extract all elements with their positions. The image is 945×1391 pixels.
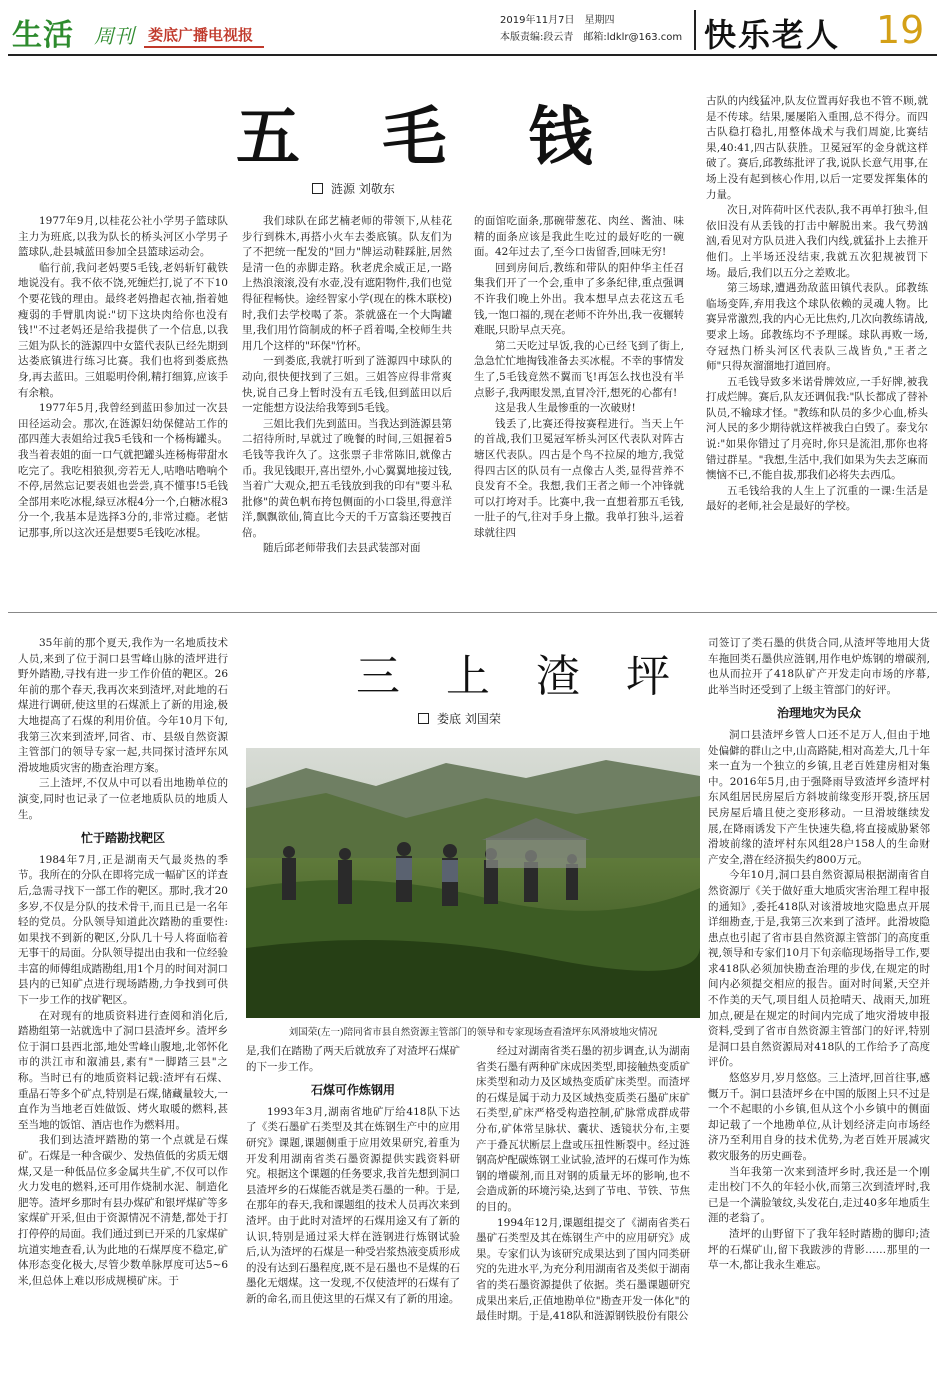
paragraph: 五毛钱给我的人生上了沉重的一课:生活是最好的老师,社会是最好的学校。 [706,484,928,513]
page-number: 19 [876,8,925,52]
article2-column-1 [18,636,228,1384]
editor-contact: 本版责编:段云青 邮箱:ldklr@163.com [500,32,683,43]
paper-name: 娄底广播电视报 [148,26,254,44]
paragraph: 我们球队在邱艺楠老师的带领下,从桂花步行到株木,再搭小火车去娄底镇。队友们为了不把统一配发的"回力"牌运动鞋踩脏,居然是清一色的赤脚走路。秋老虎余威正足,一路上热浪滚滚,没有水壶,没有遮阳物件,我们也觉得征程畅快。途经智家小学(现在的株木联校)时,我们去学校喝了茶。茶就盛在一个大陶罐里,我们用竹筒制成的杯子舀着喝,全校师生共用几个这样的"环保"竹杯。 [242,215,452,352]
paragraph: 渣坪的山野留下了我年轻时踏勘的脚印;渣坪的石煤矿山,留下我跋涉的背影……那里的一草一木,都让我永生难忘。 [708,1227,930,1272]
paragraph: 次日,对阵荷叶区代表队,我不再单打独斗,但依旧没有从丢钱的打击中解脱出来。我气势汹汹,看见对方队员进入我们内线,就猛扑上去推开他们。上半场还没结束,我就五次犯规被罚下场。最后,我们以五分之差败北。 [706,204,928,279]
article1-column-4 [706,94,928,606]
brand-subtitle: 周刊 [94,24,134,48]
paragraph: 35年前的那个夏天,我作为一名地质技术人员,来到了位于洞口县雪峰山脉的渣坪进行野外踏勘,寻找有进一步工作价值的靶区。26年前的那个春天,我再次来到渣坪,对此地的石煤进行调研,使这里的石煤派上了新的用途,极大地提高了石煤的利用价值。今年10月下旬,我第三次来到渣坪,同省、市、县级自然资源主管部门的领导专家一起,共同探讨渣坪东风滑坡地质灾害的勘查治理方案。 [18,637,228,774]
byline-box-icon [418,713,429,724]
article2-column-2 [246,1044,460,1384]
paragraph: 经过对湖南省类石墨的初步调查,认为湖南省类石墨有两种矿床成因类型,即接触热变质矿床类型和动力及区域热变质矿床类型。而渣坪的石煤是属于动力及区域热变质类石墨矿床矿石类型,矿床严格受构造控制,矿脉常成群成带分布,矿体常呈脉状、囊状、透镜状分布,主要产于叠瓦状断层上盘或压扭性断裂中。经过涟钢高炉配碳炼钢工业试验,渣坪的石煤可作为炼钢的增碳剂,而且对钢的质量无坏的影响,也不会造成新的环境污染,达到了节电、节铁、节焦的目的。 [476,1045,690,1213]
field-photo-illustration [246,748,700,1018]
field-photo [246,748,700,1018]
paragraph: 钱丢了,比赛还得按赛程进行。当天上午的首战,我们卫冕冠军桥头河区代表队对阵古塘区代表队。四古是个鸟不拉屎的地方,我觉得四古区的队员有一点像古人类,显得营养不良发育不全。我想,我们王者之师一个冲锋就可以打垮对手。比赛中,我一直想着那五毛钱,一肚子的气,往对手身上撒。我单打独斗,运着球就往四 [474,417,684,539]
paragraph: 的面馆吃面条,那碗带葱花、肉丝、酱油、味精的面条应该是我此生吃过的最好吃的一碗面。42年过去了,至今口齿留香,回味无穷! [474,215,684,259]
paragraph: 1984年7月,正是湖南天气最炎热的季节。我所在的分队在即将完成一幅矿区的详查后,急需寻找下一部工作的靶区。那时,我才20多岁,不仅是分队的技术骨干,而且已是一名年轻的党员。分队领导知道此次踏勘的重要性:如果找不到新的靶区,分队几十号人将面临着无事干的局面。分队领导提出由我和一位经验丰富的师傅组成踏勘组,用1个月的时间对洞口县内的已知矿点进行现场踏勘,力争找到可供下一步工作的找矿靶区。 [18,853,228,1007]
paragraph: 1993年3月,湖南省地矿厅给418队下达了《类石墨矿石类型及其在炼钢生产中的应用研究》课题,课题侧重于应用效果研究,着重为开发利用湖南省类石墨资源提供实践资料研究。根据这个课题的任务要求,我首先想到洞口县渣坪乡的石煤能否就是类石墨的一种。于是,在那年的春天,我和课题组的技术人员再次来到渣坪。由于此时对渣坪的石煤用途又有了新的认识,特别是通过采大样在涟钢进行炼钢试验后,认为渣坪的石煤是一种受岩浆热液变质形成的没有达到石墨程度,既不是石墨也不是煤的石墨化无烟煤。这一发现,不仅使渣坪的石煤有了新的命名,而且使这里的石煤又有了新的用途。 [246,1105,460,1305]
paragraph: 是,我们在踏勘了两天后就放弃了对渣坪石煤矿的下一步工作。 [246,1045,460,1073]
paragraph: 三姐比我们先到蓝田。当我达到涟源县第二招待所时,早就过了晚餐的时间,三姐握着5毛钱等我许久了。这张票子非常陈旧,就像古币。我见钱眼开,喜出望外,小心翼翼地接过钱,当着广大观众,把五毛钱放到我的印有"要斗私批修"的黄色帆布挎包侧面的小口袋里,得意洋洋,飘飘欲仙,简直比今天的千万富翁还要拽百倍。 [242,417,452,539]
subheading: 石煤可作炼钢用 [310,1083,395,1098]
article2-column-3 [476,1044,690,1384]
paragraph: 一到娄底,我就打听到了涟源四中球队的动向,很快便找到了三姐。三姐答应得非常爽快,说自己身上暂时没有五毛钱,但到蓝田以后一定能想方设法给我筹到5毛钱。 [242,355,452,415]
paragraph: 1977年9月,以桂花公社小学男子篮球队主力为班底,以我为队长的桥头河区小学男子篮球队,赴县城蓝田参加全县篮球运动会。 [18,215,228,259]
paragraph: 回到房间后,教练和带队的阳仲华主任召集我们开了一个会,重申了多条纪律,重点强调不许我们晚上外出。我本想早点去花这五毛钱,一饱口福的,现在老师不许外出,我一夜辗转难眠,只盼早点天亮。 [474,261,684,337]
paragraph: 1994年12月,课题组提交了《湖南省类石墨矿石类型及其在炼钢生产中的应用研究》成果。专家们认为该研究成果达到了国内同类研究的先进水平,为充分利用湖南省及类似于湖南省的类石墨资源提供了依据。类石墨课题研究成果出来后,正值地勘单位"勘查开发一体化"的最佳时期。于是,418队和涟源钢铁股份有限公 [476,1216,690,1323]
subheading: 治理地灾为民众 [776,706,861,721]
paragraph: 第三场球,遭遇劲敌蓝田镇代表队。邱教练临场变阵,弃用我这个球队依赖的灵魂人物。比赛异常激烈,我的内心无比焦灼,几次向教练请战,要求上场。邱教练均不予理睬。球队再败一场,夺冠热门桥头河区代表队三战皆负,"王者之师"只得灰溜溜地打道回府。 [706,282,928,373]
section-title: 快乐老人 [704,16,841,54]
article1-author: 涟源 刘敬东 [331,182,395,196]
issue-meta [500,12,682,46]
article2-byline [418,710,501,727]
article1-column-1 [18,214,228,606]
masthead [8,8,937,56]
paragraph: 随后邱老师带我们去县武装部对面 [263,542,421,555]
article2-title: 三 上 渣 坪 [356,651,686,702]
paper-name-underline [144,46,264,48]
paragraph: 悠悠岁月,岁月悠悠。三上渣坪,回首往事,感慨万千。洞口县渣坪乡在中国的版图上只不过是一个不起眼的小乡镇,但从这个小乡镇中的侧面却记载了一个地勘单位,从计划经济走向市场经济乃至利用自身的技术优势,为老百姓开展减灾救灾服务的历史画卷。 [708,1072,930,1162]
paragraph: 当年我第一次来到渣坪乡时,我还是一个刚走出校门不久的年轻小伙,而第三次到渣坪时,我已是一个满脸皱纹,头发花白,走过40多年地质生涯的老翁了。 [708,1165,930,1225]
article2-column-4 [708,636,930,1384]
paragraph: 在对现有的地质资料进行查阅和消化后,踏勘组第一站就选中了洞口县渣坪乡。渣坪乡位于洞口县西北部,地处雪峰山腹地,北邻怀化市的洪江市和溆浦县,素有"一脚踏三县"之称。当时已有的地质资料记载:渣坪有石煤、重晶石等多个矿点,特别是石煤,储藏量较大,一直作为当地老百姓做饭、烤火取暖的燃料,甚至当地的饭馆、酒店也作为燃料用。 [18,1009,228,1131]
paragraph: 今年10月,洞口县自然资源局根据湖南省自然资源厅《关于做好重大地质灾害治理工程申报的通知》,委托418队对该滑坡地灾隐患点开展详细勘查,于是,我第三次来到了渣坪。此滑坡隐患点也引起了省市县自然资源主管部门的高度重视,领导和专家们10月下旬亲临现场指导工作,要求418队必须加快勘查治理的步伐,在规定的时间内必须提交相应的报告。面对时间紧,天空并不作美的天气,项目组人员抢晴天、战雨天,加班加点,硬是在规定的时间内完成了地灾滑坡申报资料,受到了省市自然资源主管部门的好评,特别是洞口县自然资源局对418队的工作给予了高度评价。 [708,869,930,1069]
brand-title: 生活 [12,18,74,53]
article1-byline [312,180,395,197]
article1-column-3 [474,214,684,606]
issue-date: 2019年11月7日 星期四 [500,15,615,26]
paragraph: 五毛钱导致多米诺骨牌效应,一手好牌,被我打成烂牌。赛后,队友还调侃我:"队长都成了替补队员,不输球才怪。"教练和队员的多少心血,桥头河人民的多少期待就这样被我白白毁了。泰戈尔说:"如果你错过了月亮时,你只是流泪,那你也将错过群星。"我想,生活中,我们如果为失去芝麻而懊恼不已,不能自拔,那我们必将失去西瓜。 [706,375,928,482]
article-divider [8,612,937,613]
paragraph: 临行前,我问老妈要5毛钱,老妈斩钉截铁地说没有。我不依不饶,死缠烂打,说了不下10个要花钱的理由。最终老妈撸起衣袖,指着她瘦弱的手臂肌肉说:"切下这块肉给你也没有钱!"不过老妈还是给我提供了一个信息,以我三姐为队长的涟源四中女篮代表队已经先期到达娄底镇进行练习比赛。我们也将到娄底热身,再去蓝田。三姐聪明伶俐,精打细算,应该手有余粮。 [18,261,228,399]
masthead-divider [694,10,696,50]
paragraph: 1977年5月,我曾经到蓝田参加过一次县田径运动会。那次,在涟源妇幼保健站工作的邵四莲大表姐给过我5毛钱和一个杨梅罐头。我当着表姐的面一口气就把罐头连杨梅带甜水吃完了。我吃相狼狈,旁若无人,咕噜咕噜响个不停,居然忘记要表姐也尝尝,真不懂事!5毛钱全部用来吃冰棍,绿豆冰棍4分一个,白糖冰棍3分一个,我基本是选择3分的,非常过瘾。老惦记那事,所以这次还是想要5毛钱吃冰棍。 [18,402,228,539]
article2-author: 娄底 刘国荣 [437,712,501,726]
paragraph: 我们到达渣坪踏勘的第一个点就是石煤矿。石煤是一种含碳少、发热值低的劣质无烟煤,又是一种低品位多金属共生矿,不仅可以作火力发电的燃料,还可用作烧制水泥、制造化肥等。渣坪乡那时有县办煤矿和银坪煤矿等多家煤矿开采,但由于资源情况不清楚,都处于打打停停的局面。我们通过到已开采的几家煤矿坑道实地查看,认为此地的石煤厚度不稳定,矿体形态变化极大,尽管少数单脉厚度可达5~6米,但总体上难以形成规模矿床。于 [18,1134,228,1287]
article1-column-2 [242,214,452,606]
paragraph: 洞口县渣坪乡管人口还不足万人,但由于地处偏僻的群山之中,山高路陡,相对高差大,几十年来一直为一个独立的乡镇,且老百姓建房相对集中。2016年5月,由于强降雨导致渣坪乡渣坪村东风组居民房屋后方斜坡前缘变形开裂,挤压居民房屋后墙且使之变形移动。一旦滑坡继续发展,在降雨诱发下产生快速失稳,将直接威胁紧邻滑坡前缘的渣坪村东风组28户158人的生命财产安全,潜在经济损失约800万元。 [708,728,930,866]
photo-caption: 刘国荣(左一)陪同省市县自然资源主管部门的领导和专家现场查看渣坪东风滑坡地灾情况 [288,1027,658,1038]
paragraph: 第二天吃过早饭,我的心已经飞到了街上,急急忙忙地掏钱准备去买冰棍。不幸的事情发生了,5毛钱竟然不翼而飞!再怎么找也没有半点影子,我两眼发黑,直冒冷汗,想死的心都有! [474,339,684,399]
paragraph: 古队的内线猛冲,队友位置再好我也不管不顾,就是不传球。结果,屡屡陷入重围,总不得分。而四古队稳打稳扎,用整体战术与我们周旋,比赛结果,40:41,四古队获胜。卫冕冠军的金身就这样破了。赛后,邱教练批评了我,说队长意气用事,在场上没有起到核心作用,以后一定要发挥集体的力量。 [706,95,928,201]
subheading: 忙于踏勘找靶区 [80,831,165,846]
paragraph: 三上渣坪,不仅从中可以看出地勘单位的演变,同时也记录了一位老地质队员的地质人生。 [18,777,228,821]
article1-title: 五 毛 钱 [236,101,623,175]
paragraph: 这是我人生最惨重的一次破财! [495,402,636,415]
paragraph: 司签订了类石墨的供货合同,从渣坪等地用大货车拖回类石墨供应涟钢,用作电炉炼钢的增碳剂,也从而拉开了418队矿产开发走向市场的序幕,此举当时还受到了上级主管部门的好评。 [708,637,930,696]
byline-box-icon [312,183,323,194]
